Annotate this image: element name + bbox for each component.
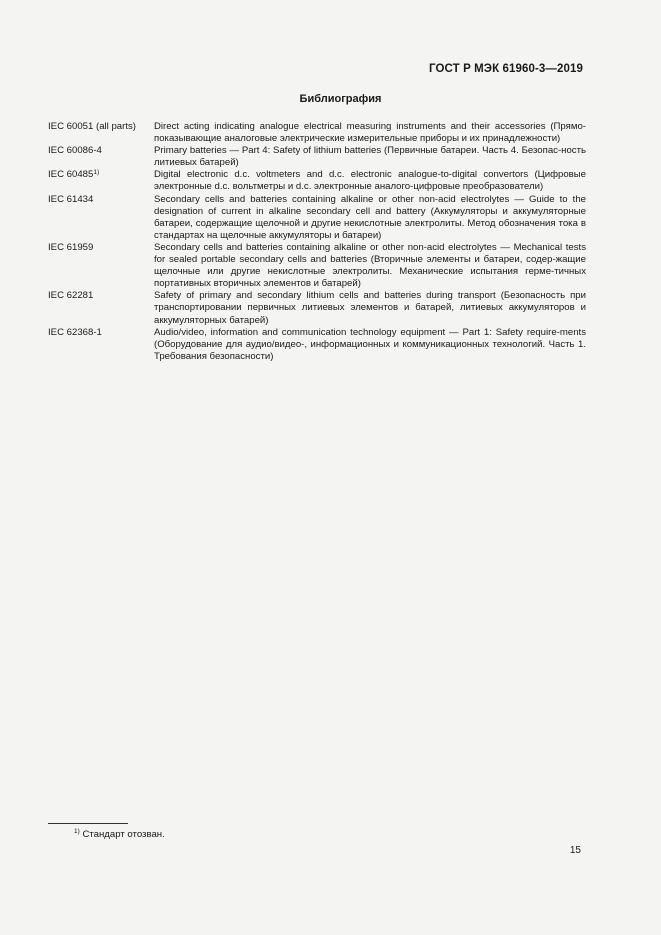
entry-description: Direct acting indicating analogue electrical measuring instruments and their accessories (Прямо-показывающие аналоговые электрические измерительные приборы и их принадлежности) [154, 121, 586, 145]
footnote-reference: 1) [93, 169, 100, 177]
entry-code [48, 242, 154, 290]
footnote [74, 829, 165, 840]
bibliography-entry [48, 290, 586, 326]
entry-code [48, 327, 154, 363]
entry-code [48, 194, 154, 242]
bibliography-entry [48, 145, 586, 169]
entry-description: Primary batteries — Part 4: Safety of lithium batteries (Первичные батареи. Часть 4. Безопас-ность литиевых батарей) [154, 145, 586, 169]
entry-code-text: IEC 61434 [48, 193, 94, 205]
entry-code-text: IEC 61959 [48, 241, 94, 253]
page-title: Библиография [299, 93, 382, 105]
standard-designation: ГОСТ Р МЭК 61960-3—2019 [429, 63, 583, 75]
entry-code-text: IEC 60086-4 [48, 145, 102, 157]
entry-description: Digital electronic d.c. voltmeters and d.c. electronic analogue-to-digital convertors (Цифровые электронные d.c. вольтметры и d.c. электронные аналого-цифровые преобразователи) [154, 169, 586, 193]
entry-code-text: IEC 60485 [48, 169, 94, 181]
bibliography-entry [48, 242, 586, 290]
page-number: 15 [569, 845, 581, 856]
entry-description: Secondary cells and batteries containing alkaline or other non-acid electrolytes — Guide to the designation of current in alkaline secondary cell and battery (Аккумуляторы и аккумуляторные батареи, содержащие щелочной и другие некислотные электролиты. Метод обозначения тока в стандартах на щелочные аккумуляторы и батареи) [154, 193, 586, 241]
bibliography-list [48, 121, 586, 363]
entry-description: Audio/video, information and communication technology equipment — Part 1: Safety require-ments (Оборудование для аудио/видео-, информационных и коммуникационных технологий. Часть 1. Требования безопасности) [154, 326, 586, 362]
entry-code-text: IEC 62368-1 [48, 326, 102, 338]
bibliography-entry [48, 327, 586, 363]
footnote-divider [48, 823, 128, 824]
entry-code [48, 121, 154, 145]
bibliography-entry [48, 169, 586, 193]
entry-code [48, 290, 154, 326]
footnote-mark: 1) [74, 828, 80, 835]
entry-code [48, 169, 154, 193]
footnote-text: Стандарт отозван. [82, 829, 165, 840]
entry-description: Safety of primary and secondary lithium cells and batteries during transport (Безопасность при транспортировании первичных литиевых элементов и батарей, литиевых аккумуляторов и аккумуляторных батарей) [154, 290, 586, 326]
entry-code-text: IEC 60051 (all parts) [48, 121, 136, 132]
entry-description: Secondary cells and batteries containing alkaline or other non-acid electrolytes — Mechanical tests for sealed portable secondary cells and batteries (Вторичные элементы и батареи, содер-жащие щелочные или другие некислотные электролиты. Механические испытания герме-тичных портативных вторичных элементов и батарей) [154, 241, 586, 290]
entry-code-text: IEC 62281 [48, 290, 94, 302]
entry-code [48, 145, 154, 169]
bibliography-entry [48, 121, 586, 145]
bibliography-entry [48, 194, 586, 242]
